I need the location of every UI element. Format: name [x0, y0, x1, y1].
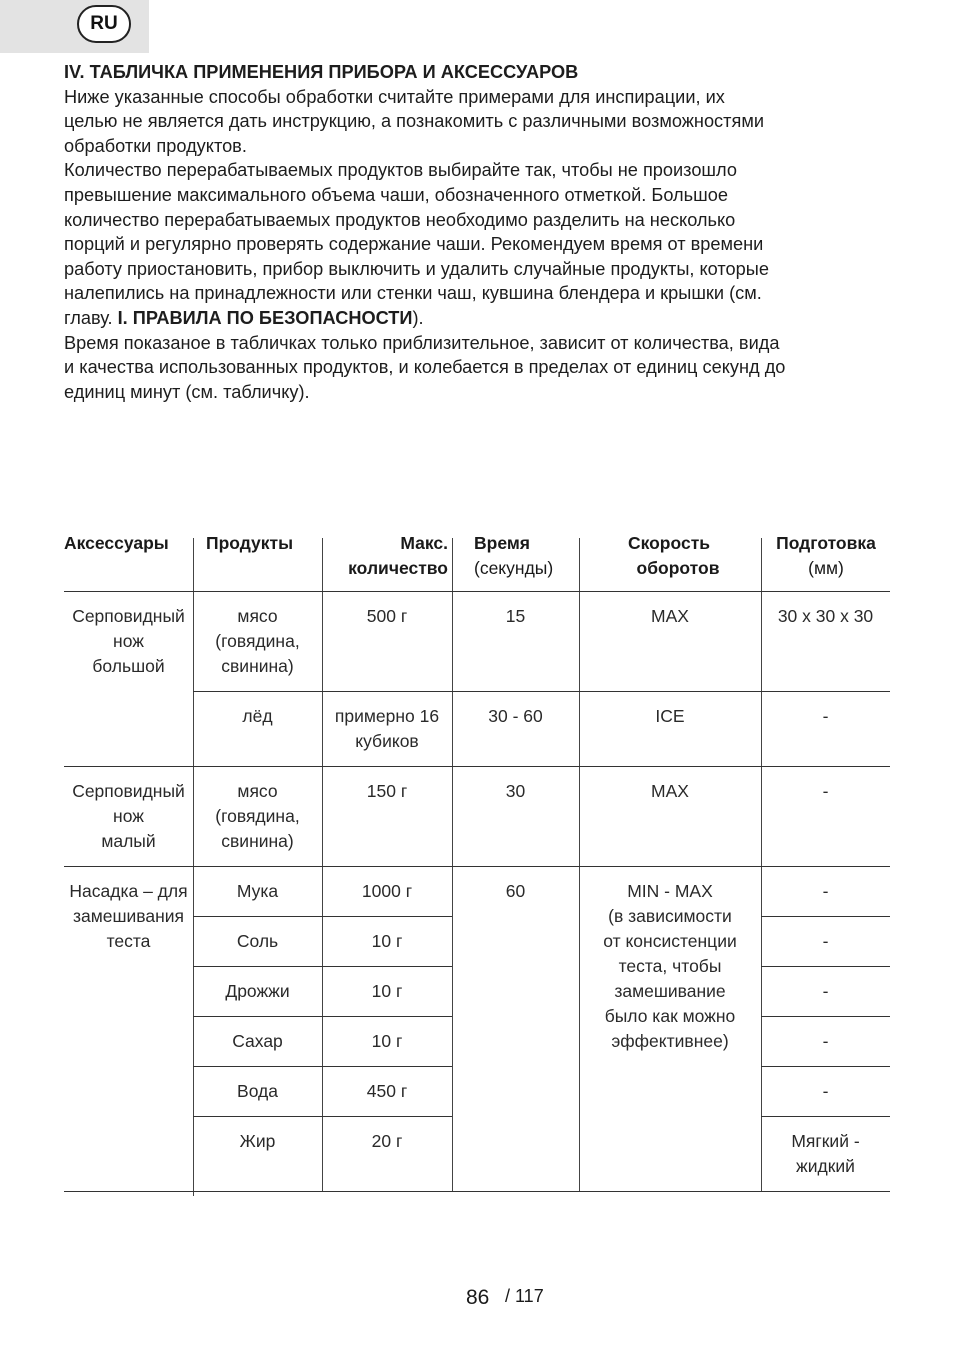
product-cell-line: (говядина,: [215, 806, 300, 826]
accessory-cell-line: большой: [92, 656, 165, 676]
text-line: Ниже указанные способы обработки считайте примерами для инспирации, их: [64, 86, 725, 107]
row-rule: [193, 916, 452, 917]
accessory-cell-line: нож: [113, 631, 144, 651]
text-line: превышение максимального объема чаши, обозначенного отметкой. Большое: [64, 184, 728, 205]
header-speed: Скорость оборотов: [627, 533, 720, 578]
preparation-cell-line: -: [822, 881, 829, 901]
row-rule: [761, 966, 890, 967]
quantity-cell-line: 1000 г: [361, 881, 413, 901]
row-rule: [64, 866, 890, 867]
page-number: 86: [466, 1286, 490, 1309]
speed-cell-line: MAX: [651, 606, 689, 626]
quantity-cell: [322, 929, 452, 954]
quantity-cell: [322, 1129, 452, 1154]
reference-suffix: ).: [412, 307, 424, 328]
accessory-cell: [64, 879, 193, 954]
preparation-cell-line: -: [822, 1031, 829, 1051]
product-cell-line: (говядина,: [215, 631, 300, 651]
time-cell-line: 15: [505, 606, 526, 626]
section-heading: IV. ТАБЛИЧКА ПРИМЕНЕНИЯ ПРИБОРА И АКСЕССУАРОВ: [64, 62, 579, 82]
header-max-quantity: Макс. количество: [348, 533, 448, 578]
quantity-cell-line: кубиков: [355, 731, 419, 751]
time-cell-line: 60: [505, 881, 526, 901]
product-cell-line: Вода: [237, 1081, 278, 1101]
preparation-cell-line: -: [822, 981, 829, 1001]
row-rule: [193, 1066, 452, 1067]
preparation-cell: [761, 604, 890, 629]
row-rule: [193, 1116, 452, 1117]
quantity-cell-line: 10 г: [371, 931, 403, 951]
row-rule: [761, 1016, 890, 1017]
product-cell: [193, 604, 322, 679]
preparation-cell-line: жидкий: [796, 1156, 855, 1176]
header-preparation: Подготовка (мм): [776, 533, 876, 578]
product-cell-line: Мука: [236, 881, 279, 901]
speed-cell-line: MAX: [651, 781, 689, 801]
row-rule: [761, 1066, 890, 1067]
accessory-cell-line: нож: [113, 806, 144, 826]
speed-cell-line: MIN - MAX: [627, 881, 713, 901]
speed-cell: [579, 604, 761, 629]
preparation-cell: [761, 779, 890, 804]
header-accessories: Аксессуары: [64, 533, 169, 553]
text-line: налепились на принадлежности или стенки чаш, кувшина блендера и крышки (см.: [64, 283, 762, 304]
row-rule: [193, 1016, 452, 1017]
preparation-cell: [761, 704, 890, 729]
product-cell: [193, 1029, 322, 1054]
speed-cell-line: замешивание: [614, 981, 726, 1001]
product-cell: [193, 704, 322, 729]
product-cell: [193, 779, 322, 854]
page-total: / 117: [505, 1286, 544, 1306]
accessory-cell-line: замешивания: [72, 906, 185, 926]
preparation-cell: [761, 979, 890, 1004]
product-cell-line: Жир: [239, 1131, 276, 1151]
time-cell: [452, 604, 579, 629]
quantity-cell-line: 150 г: [366, 781, 408, 801]
product-cell-line: Дрожжи: [225, 981, 290, 1001]
header-rule: [64, 591, 890, 592]
row-rule: [64, 1191, 890, 1192]
speed-cell-line: эффективнее): [611, 1031, 729, 1051]
speed-cell-line: (в зависимости: [608, 906, 732, 926]
accessory-cell-line: малый: [101, 831, 156, 851]
header-time: Время (секунды): [474, 533, 554, 578]
preparation-cell: [761, 879, 890, 904]
text-line: целью не является дать инструкцию, а познакомить с различными возможностями: [64, 111, 764, 132]
product-cell-line: Соль: [236, 931, 279, 951]
preparation-cell: [761, 1029, 890, 1054]
time-cell: [452, 704, 579, 729]
accessory-cell: [64, 604, 193, 679]
row-rule: [64, 766, 890, 767]
product-cell-line: мясо: [237, 606, 278, 626]
header-products: Продукты: [206, 533, 294, 553]
text-line: работу приостановить, прибор выключить и удалить случайные продукты, которые: [64, 258, 769, 279]
preparation-cell-line: -: [822, 781, 829, 801]
time-cell-line: 30 - 60: [488, 706, 543, 726]
time-cell: [452, 779, 579, 804]
quantity-cell: [322, 979, 452, 1004]
speed-cell: [579, 704, 761, 729]
text-line: Время показаное в табличках только приблизительное, зависит от количества, вида: [64, 332, 780, 353]
product-cell: [193, 929, 322, 954]
row-rule: [761, 1116, 890, 1117]
speed-cell-line: было как можно: [604, 1006, 736, 1026]
preparation-cell: [761, 1079, 890, 1104]
quantity-cell: [322, 779, 452, 804]
product-cell: [193, 1129, 322, 1154]
speed-cell-line: теста, чтобы: [618, 956, 722, 976]
row-rule: [193, 966, 452, 967]
row-rule: [761, 916, 890, 917]
quantity-cell-line: 20 г: [371, 1131, 403, 1151]
row-rule: [193, 691, 890, 692]
text-line: Количество перерабатываемых продуктов выбирайте так, чтобы не произошло: [64, 160, 737, 181]
text-line: и качества использованных продуктов, и колебается в пределах от единиц секунд до: [64, 357, 786, 378]
speed-cell: [579, 879, 761, 1054]
preparation-cell: [761, 1129, 890, 1179]
quantity-cell-line: 450 г: [366, 1081, 408, 1101]
quantity-cell: [322, 704, 452, 754]
product-cell-line: свинина): [221, 831, 294, 851]
table-column-divider: [579, 538, 580, 1191]
text-line: обработки продуктов.: [64, 135, 247, 156]
product-cell-line: лёд: [242, 706, 273, 726]
text-line: порций и регулярно проверять содержание чаши. Рекомендуем время от времени: [64, 234, 764, 255]
preparation-cell-line: -: [822, 706, 829, 726]
product-cell-line: мясо: [237, 781, 278, 801]
reference-safety-rules: I. ПРАВИЛА ПО БЕЗОПАСНОСТИ: [117, 307, 413, 328]
accessory-cell: [64, 779, 193, 854]
preparation-cell-line: -: [822, 1081, 829, 1101]
accessory-cell-line: теста: [106, 931, 151, 951]
speed-cell-line: ICE: [655, 706, 685, 726]
text-line: единиц минут (см. табличку).: [64, 381, 310, 402]
product-cell-line: Сахар: [232, 1031, 283, 1051]
product-cell-line: свинина): [221, 656, 294, 676]
accessory-cell-line: Насадка – для: [69, 881, 188, 901]
accessory-cell-line: Серповидный: [72, 606, 185, 626]
preparation-cell-line: -: [822, 931, 829, 951]
reference-prefix: главу.: [64, 307, 118, 328]
quantity-cell-line: 500 г: [366, 606, 408, 626]
quantity-cell: [322, 604, 452, 629]
speed-cell-line: от консистенции: [603, 931, 737, 951]
quantity-cell-line: примерно 16: [334, 706, 440, 726]
preparation-cell: [761, 929, 890, 954]
product-cell: [193, 979, 322, 1004]
quantity-cell: [322, 1079, 452, 1104]
quantity-cell: [322, 1029, 452, 1054]
quantity-cell: [322, 879, 452, 904]
preparation-cell-line: Мягкий -: [791, 1131, 860, 1151]
speed-cell: [579, 779, 761, 804]
table-column-divider: [452, 538, 453, 1191]
product-cell: [193, 879, 322, 904]
quantity-cell-line: 10 г: [371, 1031, 403, 1051]
accessory-cell-line: Серповидный: [72, 781, 185, 801]
time-cell-line: 30: [505, 781, 526, 801]
text-line: количество перерабатываемых продуктов необходимо разделить на несколько: [64, 209, 736, 230]
product-cell: [193, 1079, 322, 1104]
quantity-cell-line: 10 г: [371, 981, 403, 1001]
preparation-cell-line: 30 x 30 x 30: [777, 606, 874, 626]
language-badge: RU: [77, 5, 131, 43]
time-cell: [452, 879, 579, 904]
